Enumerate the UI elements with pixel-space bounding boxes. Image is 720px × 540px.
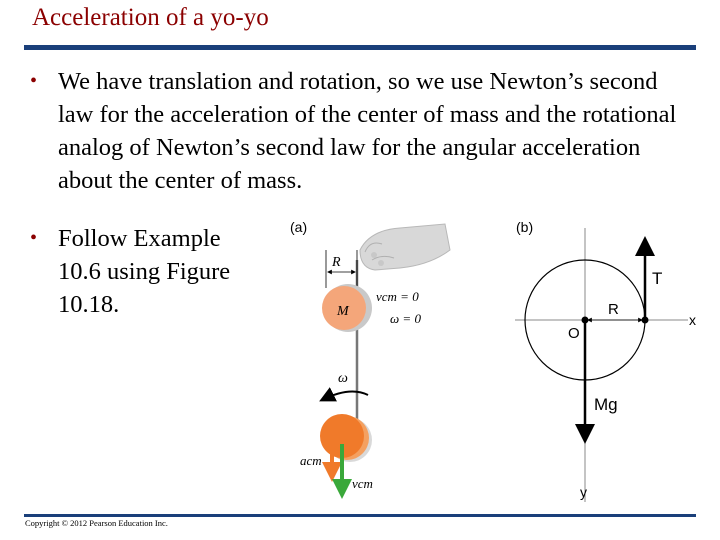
yoyo-falling — [320, 414, 372, 462]
y-axis-label: y — [580, 484, 587, 500]
weight-label: Mg — [594, 395, 618, 414]
origin-label: O — [568, 325, 580, 342]
omega-zero-label: ω = 0 — [390, 311, 421, 326]
omega-label: ω — [338, 371, 348, 386]
yoyo-static — [322, 284, 372, 332]
bullet-2 — [30, 222, 258, 321]
panel-a-label: (a) — [290, 219, 308, 235]
bullet-1-text: We have translation and rotation, so we use Newton’s second law for the acceleration of the center of mass and the rotational analog of Newton’s second law for the angular acceleration about the center of mass. — [58, 68, 677, 194]
bullet-marker: • — [30, 227, 38, 249]
radius-label-a: R — [332, 255, 341, 270]
radius-label-b: R — [608, 301, 619, 318]
vcm-label: vcm — [352, 476, 373, 491]
copyright-text: Copyright © 2012 Pearson Education Inc. — [25, 518, 168, 528]
acm-label: acm — [300, 453, 322, 468]
tension-label: T — [652, 269, 663, 288]
panel-b-label: (b) — [516, 219, 534, 235]
slide-title: Acceleration of a yo-yo — [32, 4, 269, 31]
bullet-2-text: Follow Example 10.6 using Figure 10.18. — [58, 225, 231, 318]
panel-b — [515, 219, 696, 502]
panel-a — [290, 219, 450, 495]
hand-icon — [360, 224, 450, 270]
vcm-zero-label: vcm = 0 — [376, 289, 419, 304]
footer-divider — [24, 514, 696, 517]
mass-label: M — [337, 304, 349, 319]
yoyo-figure — [270, 210, 710, 510]
x-axis-label: x — [689, 312, 696, 328]
rotation-arrow — [322, 391, 368, 400]
bullet-marker: • — [30, 70, 38, 92]
title-divider — [24, 45, 696, 50]
bullet-1 — [30, 65, 698, 197]
